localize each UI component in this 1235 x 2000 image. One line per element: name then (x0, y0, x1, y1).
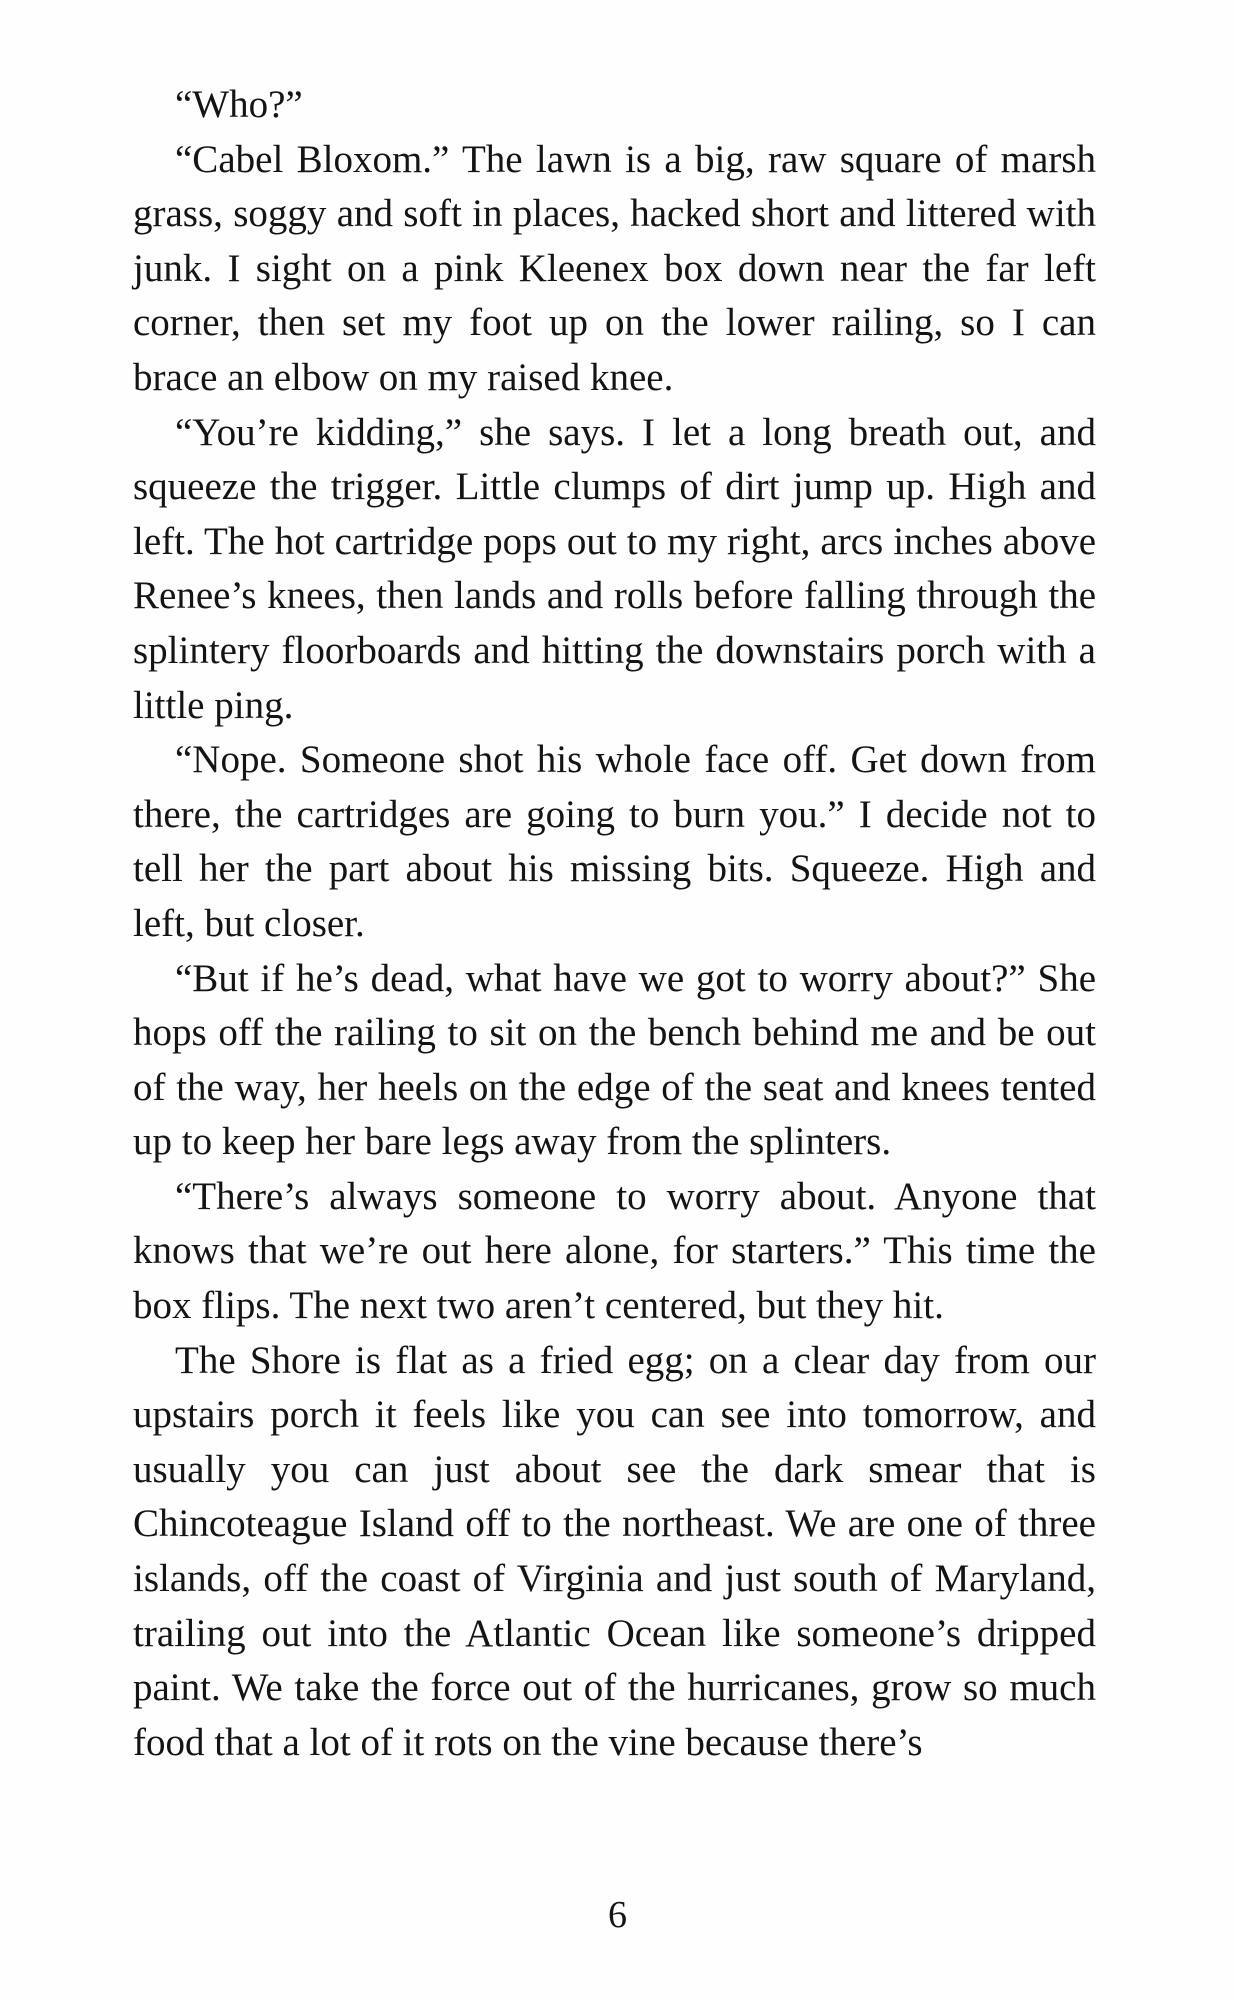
page-number: 6 (608, 1894, 627, 1936)
paragraph-nope: “Nope. Someone shot his whole face off. Get down from there, the cartridges are going to burn you.” I decide not to tell her the part about his missing bits. Squeeze. High and left, but closer. (133, 738, 1096, 945)
paragraph-who: “Who?” (175, 83, 303, 126)
paragraph-but-if-hes-dead: “But if he’s dead, what have we got to worry about?” She hops off the railing to sit on the bench behind me and be out of the way, her heels on the edge of the seat and knees tented up to keep her bare legs away from the splinters. (133, 956, 1096, 1164)
paragraph-youre-kidding: “You’re kidding,” she says. I let a long breath out, and squeeze the trigger. Little clumps of dirt jump up. High and left. The hot cartridge pops out to my right, arcs inches above Renee’s knees, then lands and rolls before falling through the splintery floorboards and hitting the downstairs porch with a little ping. (133, 410, 1096, 727)
body-text (133, 78, 1096, 1770)
paragraph-theres-always-someone: “There’s always someone to worry about. Anyone that knows that we’re out here alone, for starters.” This time the box flips. The next two aren’t centered, but they hit. (133, 1174, 1096, 1328)
paragraph-the-shore: The Shore is flat as a fried egg; on a clear day from our upstairs porch it feels like you can see into tomorrow, and usually you can just about see the dark smear that is Chincoteague Island off to the northeast. We are one of three islands, off the coast of Virginia and just south of Maryland, trailing out into the Atlantic Ocean like someone’s dripped paint. We take the force out of the hurricanes, grow so much food that a lot of it rots on the vine because there’s (133, 1338, 1096, 1764)
paragraph-cabel-bloxom: “Cabel Bloxom.” The lawn is a big, raw square of marsh grass, soggy and soft in places, hacked short and littered with junk. I sight on a pink Kleenex box down near the far left corner, then set my foot up on the lower railing, so I can brace an elbow on my raised knee. (133, 137, 1096, 399)
